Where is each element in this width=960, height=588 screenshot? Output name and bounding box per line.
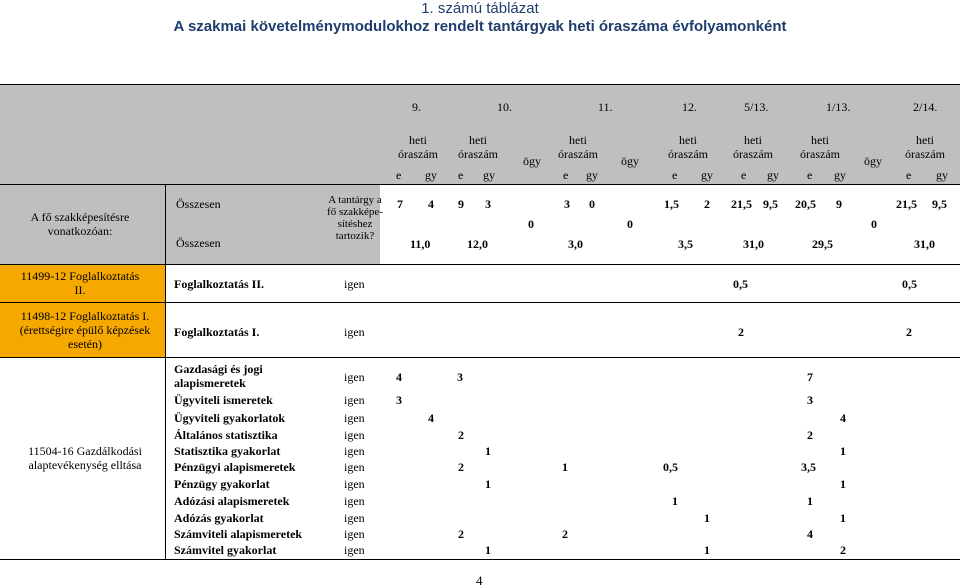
igen-cell: igen [344, 477, 365, 491]
e-label: e [672, 168, 678, 182]
page-number: 4 [476, 573, 483, 588]
total-cell: 20,5 [795, 197, 816, 211]
total-cell: 9,5 [932, 197, 947, 211]
heti-label: heti [679, 133, 697, 147]
ogy-label: ögy [523, 154, 541, 168]
value-cell: 4 [807, 527, 813, 541]
module-label-2: 11498-12 Foglalkoztatás I. (érettségire épülő képzések esetén) [19, 309, 151, 351]
subject-name: Foglalkoztatás I. [174, 325, 260, 339]
value-cell: 2 [458, 527, 464, 541]
oraszam-label: óraszám [558, 147, 598, 161]
year-10: 10. [497, 100, 512, 114]
h-line [0, 357, 960, 358]
gy-label: gy [586, 168, 598, 182]
table-number: 1. számú táblázat [421, 0, 539, 17]
h-line [0, 302, 960, 303]
value-cell: 3,5 [801, 460, 816, 474]
subject-name: Pénzügyi alapismeretek [174, 460, 296, 474]
total-cell: 12,0 [467, 237, 488, 251]
subject-name: Általános statisztika [174, 428, 278, 442]
value-cell: 1 [840, 511, 846, 525]
igen-cell: igen [344, 460, 365, 474]
e-label: e [396, 168, 402, 182]
total-cell: 3 [564, 197, 570, 211]
e-label: e [807, 168, 813, 182]
value-cell: 1 [704, 511, 710, 525]
igen-cell: igen [344, 543, 365, 557]
total-cell: 1,5 [664, 197, 679, 211]
value-cell: 1 [704, 543, 710, 557]
total-cell: 11,0 [410, 237, 431, 251]
value-cell: 2 [562, 527, 568, 541]
module-label-1: 11499-12 Foglalkoztatás II. [20, 269, 140, 297]
heti-label: heti [409, 133, 427, 147]
subject-name: Foglalkoztatás II. [174, 277, 264, 291]
igen-cell: igen [344, 494, 365, 508]
value-cell: 1 [840, 477, 846, 491]
total-cell: 0 [589, 197, 595, 211]
gy-label: gy [936, 168, 948, 182]
subject-name: Statisztika gyakorlat [174, 444, 281, 458]
value-cell: 2 [458, 428, 464, 442]
subject-name: Ügyviteli gyakorlatok [174, 411, 285, 425]
gy-label: gy [701, 168, 713, 182]
e-label: e [741, 168, 747, 182]
value-cell: 4 [428, 411, 434, 425]
ogy-total: 0 [871, 217, 877, 231]
oraszam-label: óraszám [905, 147, 945, 161]
total-cell: 21,5 [731, 197, 752, 211]
ogy-total: 0 [627, 217, 633, 231]
total-cell: 9 [836, 197, 842, 211]
year-11: 11. [598, 100, 613, 114]
heti-label: heti [569, 133, 587, 147]
total-cell: 3,0 [568, 237, 583, 251]
year-12: 12. [682, 100, 697, 114]
h-line [0, 184, 960, 185]
value-cell: 3 [396, 393, 402, 407]
ogy-label: ögy [621, 154, 639, 168]
question-label: A tantárgy a fő szakképe-sítéshez tartozik? [327, 194, 383, 242]
subject-name: Adózás gyakorlat [174, 511, 264, 525]
value-cell: 4 [396, 370, 402, 384]
total-cell: 3 [485, 197, 491, 211]
gy-label: gy [767, 168, 779, 182]
igen-cell: igen [344, 527, 365, 541]
total-cell: 21,5 [896, 197, 917, 211]
subject-name: Gazdasági és jogi alapismeretek [174, 362, 263, 390]
value-cell: 1 [840, 444, 846, 458]
ogy-label: ögy [864, 154, 882, 168]
igen-cell: igen [344, 511, 365, 525]
year-9: 9. [412, 100, 421, 114]
total-cell: 2 [704, 197, 710, 211]
oraszam-label: óraszám [458, 147, 498, 161]
igen-cell: igen [344, 370, 365, 384]
h-line [0, 264, 960, 265]
gy-label: gy [425, 168, 437, 182]
h-line [0, 559, 960, 560]
h-line [0, 84, 960, 85]
igen-cell: igen [344, 277, 365, 291]
osszesen-label-2: Összesen [176, 236, 221, 250]
subject-name: Számvitel gyakorlat [174, 543, 277, 557]
heti-label: heti [916, 133, 934, 147]
value-cell: 3 [457, 370, 463, 384]
value-cell: 0,5 [663, 460, 678, 474]
gy-label: gy [483, 168, 495, 182]
value-cell: 0,5 [902, 277, 917, 291]
total-cell: 3,5 [678, 237, 693, 251]
v-line [165, 184, 166, 559]
value-cell: 2 [840, 543, 846, 557]
value-cell: 2 [738, 325, 744, 339]
igen-cell: igen [344, 325, 365, 339]
main-label: A fő szakképesítésre vonatkozóan: [30, 210, 130, 238]
ogy-total: 0 [528, 217, 534, 231]
value-cell: 1 [485, 444, 491, 458]
heti-label: heti [811, 133, 829, 147]
igen-cell: igen [344, 444, 365, 458]
value-cell: 1 [672, 494, 678, 508]
table-title: A szakmai követelménymodulokhoz rendelt tantárgyak heti óraszáma évfolyamonként [173, 18, 787, 35]
value-cell: 4 [840, 411, 846, 425]
e-label: e [458, 168, 464, 182]
total-cell: 9 [458, 197, 464, 211]
total-cell: 31,0 [914, 237, 935, 251]
heti-label: heti [469, 133, 487, 147]
value-cell: 3 [807, 393, 813, 407]
value-cell: 0,5 [733, 277, 748, 291]
e-label: e [906, 168, 912, 182]
osszesen-label-1: Összesen [176, 197, 221, 211]
module-label-3: 11504-16 Gazdálkodási alaptevékenység elltása [28, 444, 142, 472]
subject-name: Pénzügy gyakorlat [174, 477, 270, 491]
value-cell: 1 [807, 494, 813, 508]
value-cell: 2 [807, 428, 813, 442]
oraszam-label: óraszám [733, 147, 773, 161]
igen-cell: igen [344, 393, 365, 407]
heti-label: heti [744, 133, 762, 147]
value-cell: 2 [906, 325, 912, 339]
year-5-13: 5/13. [744, 100, 769, 114]
value-cell: 7 [807, 370, 813, 384]
value-cell: 2 [458, 460, 464, 474]
value-cell: 1 [485, 543, 491, 557]
subject-name: Ügyviteli ismeretek [174, 393, 273, 407]
gy-label: gy [834, 168, 846, 182]
value-cell: 1 [485, 477, 491, 491]
subject-name: Számviteli alapismeretek [174, 527, 303, 541]
value-cell: 1 [562, 460, 568, 474]
year-1-13: 1/13. [826, 100, 851, 114]
oraszam-label: óraszám [800, 147, 840, 161]
e-label: e [563, 168, 569, 182]
oraszam-label: óraszám [398, 147, 438, 161]
subject-name: Adózási alapismeretek [174, 494, 290, 508]
igen-cell: igen [344, 428, 365, 442]
year-2-14: 2/14. [913, 100, 938, 114]
total-cell: 29,5 [812, 237, 833, 251]
igen-cell: igen [344, 411, 365, 425]
oraszam-label: óraszám [668, 147, 708, 161]
total-cell: 7 [397, 197, 403, 211]
total-cell: 9,5 [763, 197, 778, 211]
total-cell: 4 [428, 197, 434, 211]
total-cell: 31,0 [743, 237, 764, 251]
